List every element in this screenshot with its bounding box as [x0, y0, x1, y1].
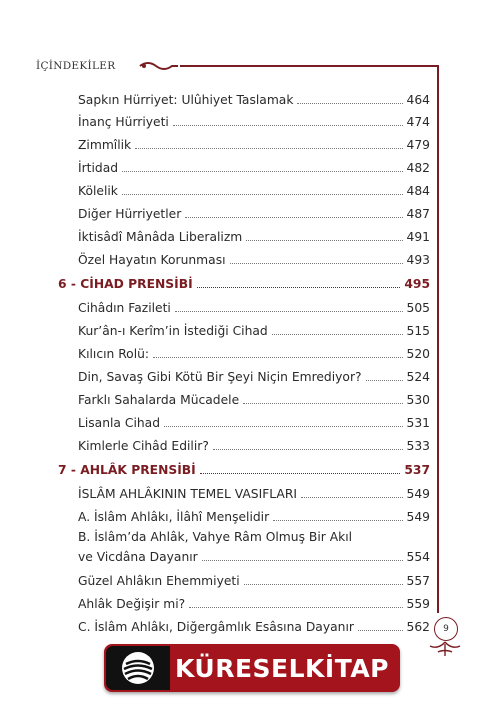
entry-title: C. İslâm Ahlâkı, Diğergâmlık Esâsına Dayanır [78, 620, 354, 634]
entry-page: 515 [406, 324, 430, 338]
entry-title: Zimmîlik [78, 138, 132, 152]
toc-entry[interactable] [58, 110, 430, 130]
dot-leader [246, 240, 402, 241]
entry-page: 531 [406, 416, 430, 430]
entry-page: 491 [406, 230, 430, 244]
entry-page: 530 [406, 393, 430, 407]
entry-page: 493 [406, 253, 430, 267]
dot-leader [185, 217, 402, 218]
toc-entry[interactable] [58, 545, 430, 565]
entry-page: 554 [406, 550, 430, 564]
dot-leader [244, 584, 403, 585]
dot-leader [202, 560, 403, 561]
toc-section-heading[interactable] [58, 272, 430, 292]
entry-page: 524 [406, 370, 430, 384]
entry-title: Güzel Ahlâkın Ehemmiyeti [78, 574, 240, 588]
dot-leader [122, 194, 403, 195]
dot-leader [243, 403, 402, 404]
entry-page: 474 [406, 115, 430, 129]
frame-right-line [437, 65, 439, 613]
toc-entry-first-line[interactable] [78, 530, 430, 545]
toc-entry[interactable] [58, 88, 430, 108]
entry-title: A. İslâm Ahlâkı, İlâhî Menşelidir [78, 510, 270, 524]
entry-page: 479 [406, 138, 430, 152]
toc-section-heading[interactable] [58, 458, 430, 478]
dot-leader [122, 171, 402, 172]
toc-entry[interactable] [58, 615, 430, 635]
entry-page: 464 [406, 93, 430, 107]
entry-title: Özel Hayatın Korunması [78, 253, 226, 267]
entry-page: 482 [406, 161, 430, 175]
dot-leader [197, 287, 401, 288]
section-page: 537 [404, 463, 430, 477]
entry-page: 484 [406, 184, 430, 198]
toc-entry[interactable] [58, 569, 430, 589]
dot-leader [301, 497, 403, 498]
dot-leader [164, 426, 403, 427]
dot-leader [366, 380, 403, 381]
entry-page: 505 [406, 301, 430, 315]
entry-page: 533 [406, 439, 430, 453]
entry-title: Diğer Hürriyetler [78, 207, 182, 221]
entry-page: 520 [406, 347, 430, 361]
ornament-icon [428, 640, 462, 658]
dot-leader [135, 148, 402, 149]
entry-title: İSLÂM AHLÂKININ TEMEL VASIFLARI [78, 487, 298, 501]
entry-title: Kılıcın Rolü: [78, 347, 150, 361]
toc-entry[interactable] [58, 202, 430, 222]
section-title: 6 - CİHAD PRENSİBİ [58, 277, 193, 291]
toc-entry[interactable] [58, 342, 430, 362]
entry-page: 549 [406, 510, 430, 524]
dot-leader [273, 520, 402, 521]
section-page: 495 [404, 277, 430, 291]
entry-page: 557 [406, 574, 430, 588]
entry-title: Kimlerle Cihâd Edilir? [78, 439, 209, 453]
entry-title: Kur’ân-ı Kerîm’in İstediği Cihad [78, 324, 268, 338]
entry-page: 559 [406, 597, 430, 611]
entry-title: Sapkın Hürriyet: Ulûhiyet Taslamak [78, 93, 294, 107]
entry-title-line1: B. İslâm’da Ahlâk, Vahye Râm Olmuş Bir Akıl [78, 530, 353, 544]
entry-title: Ahlâk Değişir mi? [78, 597, 186, 611]
toc-entry[interactable] [58, 248, 430, 268]
entry-page: 562 [406, 620, 430, 634]
dot-leader [189, 607, 402, 608]
dot-leader [175, 311, 403, 312]
ornament-icon [138, 60, 180, 72]
toc-entry[interactable] [58, 133, 430, 153]
toc-entry[interactable] [58, 179, 430, 199]
toc-entry[interactable] [58, 365, 430, 385]
page-header: İÇİNDEKİLER [36, 60, 116, 72]
toc-entry[interactable] [58, 319, 430, 339]
entry-title-line2: ve Vicdâna Dayanır [78, 550, 198, 564]
dot-leader [272, 334, 403, 335]
page-number-badge: 9 [434, 617, 458, 641]
toc-entry[interactable] [58, 482, 430, 502]
entry-title: İnanç Hürriyeti [78, 115, 169, 129]
dot-leader [153, 357, 402, 358]
toc-entry[interactable] [58, 411, 430, 431]
toc-entry[interactable] [58, 505, 430, 525]
entry-title: Lisanla Cihad [78, 416, 161, 430]
toc-entry[interactable] [58, 434, 430, 454]
entry-page: 549 [406, 487, 430, 501]
toc-entry[interactable] [58, 156, 430, 176]
entry-title: İrtidad [78, 161, 119, 175]
toc-entry[interactable] [58, 388, 430, 408]
entry-title: Farklı Sahalarda Mücadele [78, 393, 240, 407]
logo-wordmark: KÜRESELKİTAP [174, 654, 390, 683]
globe-icon [112, 648, 164, 688]
dot-leader [213, 449, 403, 450]
entry-page: 487 [406, 207, 430, 221]
dot-leader [230, 263, 403, 264]
entry-title: İktisâdî Mânâda Liberalizm [78, 230, 243, 244]
dot-leader [200, 473, 401, 474]
dot-leader [297, 103, 402, 104]
entry-title: Din, Savaş Gibi Kötü Bir Şeyi Niçin Emrediyor? [78, 370, 362, 384]
frame-top-line [180, 65, 438, 67]
dot-leader [173, 125, 403, 126]
dot-leader [358, 630, 403, 631]
toc-entry[interactable] [58, 296, 430, 316]
toc-entry[interactable] [58, 592, 430, 612]
entry-title: Kölelik [78, 184, 118, 198]
entry-title: Cihâdın Fazileti [78, 301, 171, 315]
section-title: 7 - AHLÂK PRENSİBİ [58, 463, 196, 477]
toc-entry[interactable] [58, 225, 430, 245]
